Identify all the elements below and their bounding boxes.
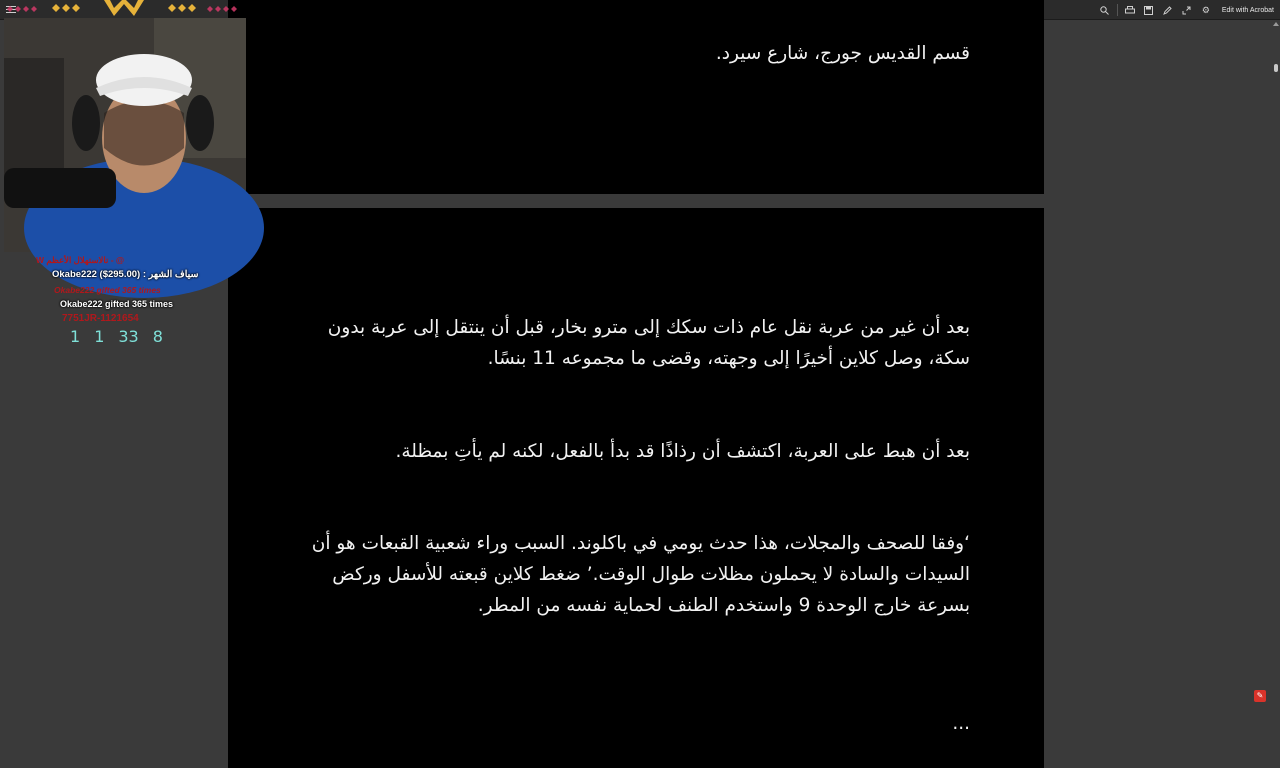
scroll-up-icon[interactable] [1273, 22, 1279, 26]
counter-value: 1 [70, 327, 81, 346]
expand-icon[interactable] [1180, 3, 1194, 17]
alert-donation: Okabe222 ($295.00) : سياف الشهر [52, 269, 199, 280]
alert-code: 7751JR-1121654 [62, 313, 139, 324]
counter-value: 8 [152, 327, 163, 346]
overlay-top-decoration [6, 0, 242, 20]
paragraph-1: بعد أن غير من عربة نقل عام ذات سكك إلى مترو بخار، قبل أن ينتقل إلى عربة بدون سكة، وصل كلاين أخيرًا إلى وجهته، وقضى ما مجموعه 11 بنسًا. [327, 317, 970, 369]
vertical-scrollbar[interactable] [1272, 20, 1280, 720]
toolbar-actions [1098, 2, 1274, 18]
print-icon[interactable] [1123, 3, 1137, 17]
page-text-line: قسم القديس جورج، شارع سيرد. [715, 43, 970, 64]
save-icon[interactable] [1142, 3, 1156, 17]
paragraph-2: بعد أن هبط على العربة، اكتشف أن رذاذًا قد بدأ بالفعل، لكنه لم يأتِ بمظلة. [395, 441, 970, 462]
alert-title: W تالاستهلال الأعظم - @ [36, 255, 125, 265]
alert-gift-red: Okabe222 gifted 365 times [54, 285, 161, 295]
edit-with-acrobat-button[interactable]: Edit with Acrobat [1221, 6, 1274, 14]
gear-icon[interactable]: ⚙ [1201, 4, 1210, 15]
search-icon[interactable] [1098, 3, 1112, 17]
stream-overlay [0, 0, 250, 360]
scroll-thumb[interactable] [1274, 64, 1278, 72]
alert-gift: Okabe222 gifted 365 times [60, 299, 174, 309]
pdf-page-previous [228, 0, 1044, 194]
divider [1117, 4, 1118, 16]
counter-value: 1 [94, 327, 105, 346]
stream-counters [70, 327, 163, 346]
paragraph-3: ‘وفقا للصحف والمجلات، هذا حدث يومي في باكلوند. السبب وراء شعبية القبعات هو أن السيدات والسادة لا يحملون مظلات طوال الوقت.’ ضغط كلاين قبعته للأسفل وركض بسرعة خارج الوحدة 9 واستخدم الطنف لحماية نفسه من المطر. [311, 533, 970, 616]
pdf-page-current [228, 208, 1044, 768]
webcam-feed [4, 18, 246, 252]
counter-value: 33 [118, 327, 139, 346]
acrobat-icon[interactable]: ✎ [1254, 690, 1266, 702]
pen-icon[interactable] [1161, 3, 1175, 17]
paragraph-4: ... [952, 713, 970, 734]
